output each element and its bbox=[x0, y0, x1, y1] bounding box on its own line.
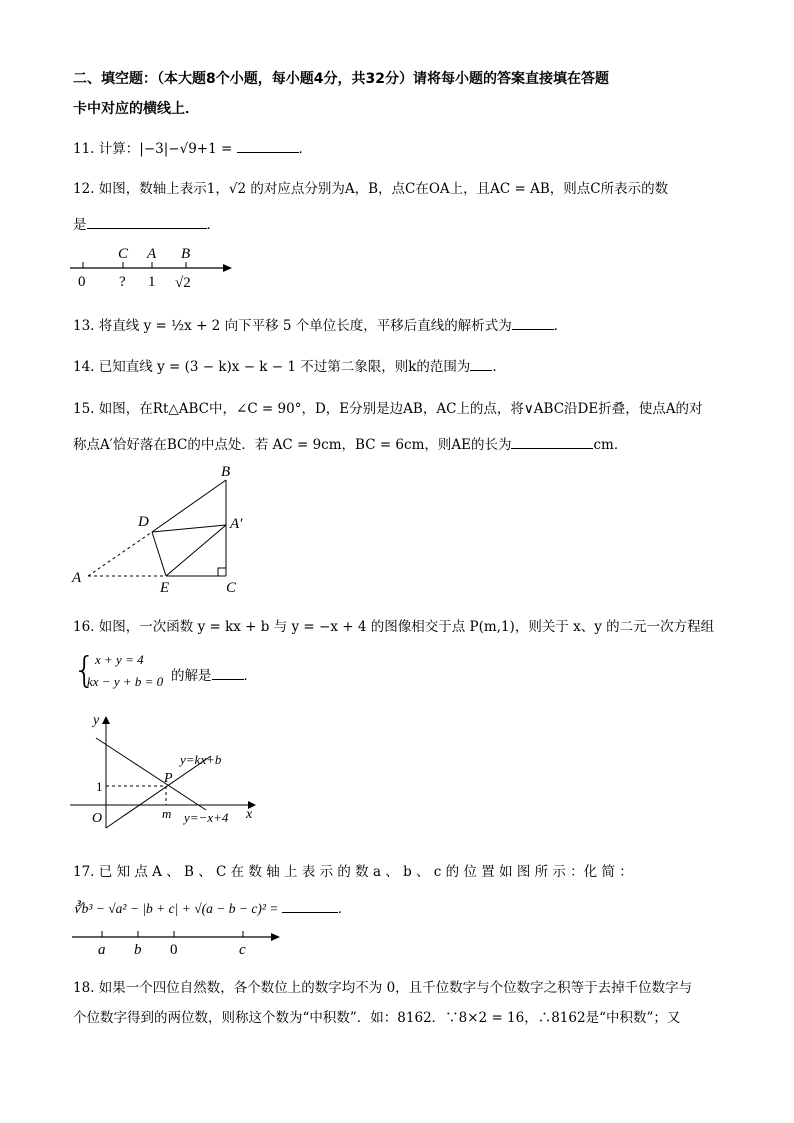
right-angle-mark bbox=[218, 568, 226, 576]
section-title-line1: 二、填空题：（本大题8个小题，每小题4分，共32分）请将每小题的答案直接填在答题 bbox=[73, 71, 609, 87]
q17-number-line-figure bbox=[66, 925, 286, 961]
dashed-AD bbox=[88, 532, 152, 576]
answer-blank[interactable] bbox=[87, 216, 207, 229]
line-neg-x-plus-4 bbox=[96, 738, 206, 810]
label-A: A bbox=[72, 570, 82, 586]
answer-blank[interactable] bbox=[237, 140, 299, 153]
section-title-line2: 卡中对应的横线上． bbox=[73, 101, 199, 117]
answer-blank[interactable] bbox=[282, 900, 338, 913]
punctuation: ． bbox=[553, 318, 568, 334]
question-text: 如图，一次函数 y = kx + b 与 y = −x + 4 的图像相交于点 P(m,1)，则关于 x、y 的二元一次方程组 bbox=[98, 619, 715, 635]
q16-equation-system bbox=[73, 652, 273, 696]
question-text: 的解是 bbox=[171, 668, 212, 684]
answer-blank[interactable] bbox=[512, 317, 554, 330]
punctuation: ． bbox=[492, 359, 506, 375]
q12-number-line-figure bbox=[66, 240, 246, 292]
question-text: 称点A′恰好落在BC的中点处．若 AC = 9cm，BC = 6cm，则AE的长为 bbox=[73, 437, 512, 453]
question-17 bbox=[73, 860, 633, 880]
label-B: B bbox=[181, 246, 191, 262]
question-number: 14. bbox=[73, 359, 95, 375]
label-C: C bbox=[226, 580, 237, 596]
label-sqrt2: √2 bbox=[175, 275, 191, 291]
question-text: 是 bbox=[73, 217, 87, 233]
question-text: 已 知 点 A 、 B 、 C 在 数 轴 上 表 示 的 数 a 、 b 、 c 的 位 置 如 图 所 示 ：化 简 ： bbox=[98, 864, 633, 880]
answer-blank[interactable] bbox=[470, 358, 492, 371]
equation-1: x + y = 4 bbox=[95, 652, 144, 667]
label-x: x bbox=[246, 807, 253, 822]
question-15-line2 bbox=[73, 433, 627, 453]
axis-arrow bbox=[223, 264, 232, 272]
label-D: D bbox=[138, 514, 149, 530]
label-b: b bbox=[134, 942, 142, 958]
label-B: B bbox=[221, 464, 231, 480]
question-12-line2 bbox=[73, 213, 220, 233]
equation-2: kx − y + b = 0 bbox=[87, 674, 164, 689]
label-neg-x-plus-4: y=−x+4 bbox=[184, 810, 229, 825]
punctuation: ． bbox=[206, 217, 220, 233]
axis-arrow bbox=[271, 933, 280, 941]
question-number: 13. bbox=[73, 318, 95, 334]
question-text: 如图，数轴上表示1，√2 的对应点分别为A，B，点C在OA上，且AC = AB，则点C所表示的数 bbox=[98, 181, 669, 197]
question-expression: ∛b³ − √a² − |b + c| + √(a − b − c)² = bbox=[73, 901, 282, 916]
label-0: 0 bbox=[78, 274, 86, 290]
label-A-prime: A′ bbox=[230, 516, 243, 532]
q16-tail bbox=[171, 664, 257, 684]
unit: cm． bbox=[593, 437, 628, 453]
q16-graph-figure bbox=[66, 708, 266, 833]
question-17-line2 bbox=[73, 897, 351, 917]
punctuation: ． bbox=[243, 668, 257, 684]
question-15 bbox=[73, 397, 702, 417]
question-number: 12. bbox=[73, 181, 95, 197]
q15-triangle-figure bbox=[66, 460, 266, 600]
question-text: 如果一个四位自然数，各个数位上的数字均不为 0，且千位数字与个位数字之积等于去掉千位数字与 bbox=[98, 980, 693, 996]
question-13 bbox=[73, 314, 567, 334]
question-text: 如图，在Rt△ABC中，∠C = 90°，D，E分别是边AB，AC上的点，将∨ABC沿DE折叠，使点A的对 bbox=[98, 401, 703, 417]
question-number: 15. bbox=[73, 401, 95, 417]
label-A: A bbox=[147, 246, 157, 262]
question-18-line2: 个位数字得到的两位数，则称这个数为“中积数”．如：8162．∵8×2 = 16，∴8162是“中积数”；又 bbox=[73, 1010, 681, 1026]
punctuation: ． bbox=[298, 141, 313, 157]
label-m: m bbox=[162, 806, 172, 821]
punctuation: ． bbox=[337, 901, 352, 917]
y-axis-arrow bbox=[102, 716, 110, 724]
answer-blank[interactable] bbox=[511, 436, 593, 449]
label-a: a bbox=[98, 942, 106, 958]
label-0: 0 bbox=[170, 942, 178, 958]
label-1: 1 bbox=[96, 779, 103, 794]
question-16 bbox=[73, 615, 714, 635]
label-P: P bbox=[164, 771, 173, 786]
question-text: 已知直线 y = (3 − k)x − k − 1 不过第二象限，则k的范围为 bbox=[98, 359, 471, 375]
question-11 bbox=[73, 137, 312, 157]
label-1: 1 bbox=[148, 274, 156, 290]
label-question: ? bbox=[119, 274, 126, 290]
label-O: O bbox=[92, 811, 103, 826]
question-number: 11. bbox=[73, 141, 95, 157]
question-14 bbox=[73, 355, 506, 375]
brace: { bbox=[73, 650, 96, 691]
question-text: 计算：|−3|−√9+1 = bbox=[98, 141, 237, 157]
answer-blank[interactable] bbox=[212, 667, 244, 680]
label-c: c bbox=[239, 942, 246, 958]
label-C: C bbox=[118, 246, 129, 262]
seg-DE bbox=[152, 532, 166, 576]
label-E: E bbox=[160, 580, 170, 596]
seg-BD bbox=[152, 480, 226, 532]
question-12 bbox=[73, 177, 668, 197]
label-kx-plus-b: y=kx+b bbox=[180, 752, 222, 767]
label-y: y bbox=[93, 713, 100, 728]
seg-EA1 bbox=[166, 525, 226, 576]
question-number: 16. bbox=[73, 619, 95, 635]
question-number: 17. bbox=[73, 864, 95, 880]
seg-DA1 bbox=[152, 525, 226, 532]
question-18 bbox=[73, 976, 692, 996]
question-text: 将直线 y = ½x + 2 向下平移 5 个单位长度，平移后直线的解析式为 bbox=[98, 318, 512, 334]
question-number: 18. bbox=[73, 980, 95, 996]
